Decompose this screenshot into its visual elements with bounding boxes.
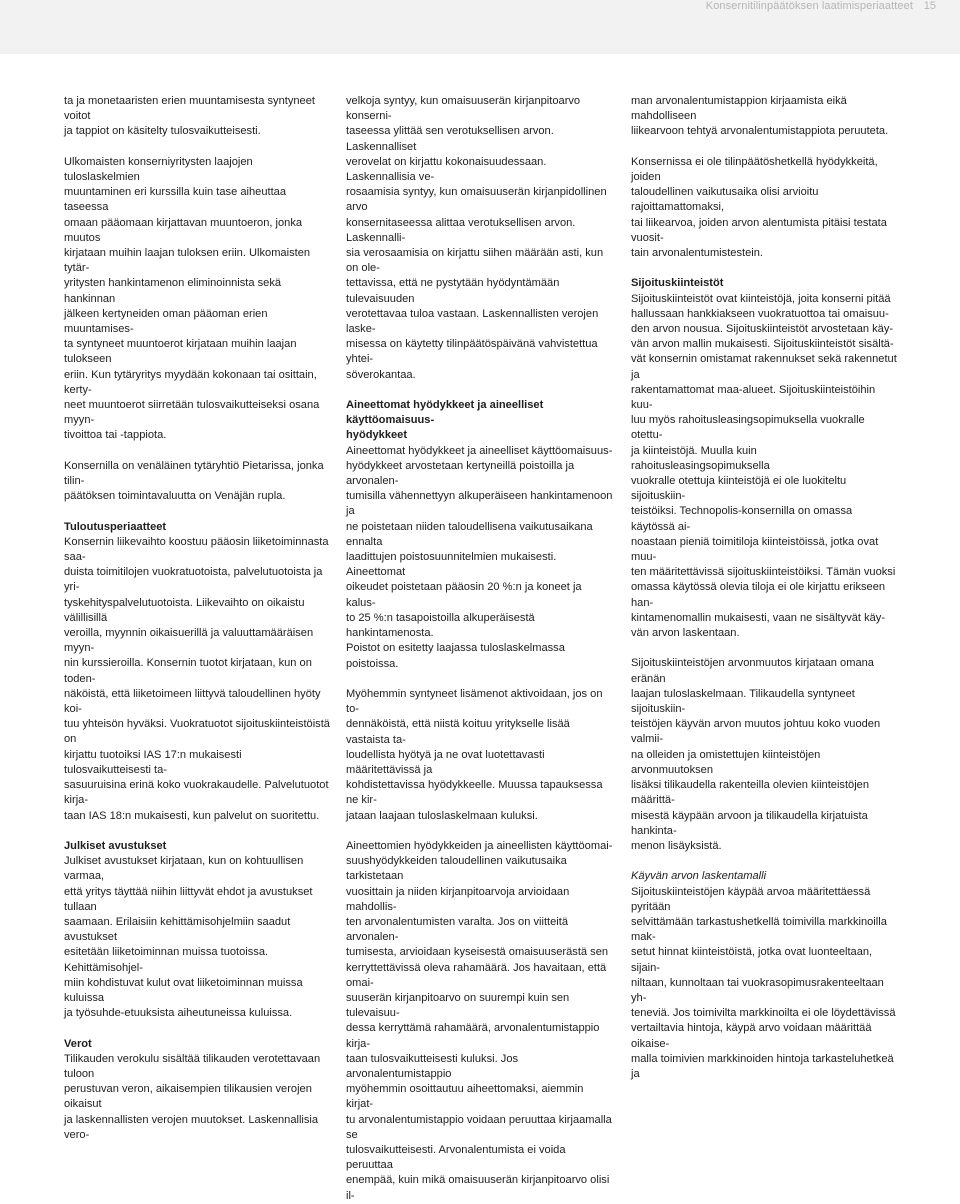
paragraph: Konsernissa ei ole tilinpäätöshetkellä hyödykkeitä, joiden taloudellinen vaikutusaika olisi arvioitu rajoittamattomaksi, tai liikearvoa, joiden arvon alentumista pitäisi testata vuosit- tain arvonalentumistestein. [631,155,887,260]
section-heading-sijoituskiinteistot: Sijoituskiinteistöt [631,277,724,290]
paragraph: Tilikauden verokulu sisältää tilikauden verotettavaan tuloon perustuvan veron, aikaisempien tilikausien verojen oikaisut ja laskennallisten verojen muutokset. Laskennallisia vero- [64,1052,321,1141]
section-heading-julkiset-avustukset: Julkiset avustukset [64,839,167,852]
text-column-3 [631,94,898,1082]
text-column-2 [346,94,613,1204]
paragraph: man arvonalentumistappion kirjaamista eikä mahdolliseen liikearvoon tehtyä arvonalentumistappiota peruuteta. [631,95,889,138]
paragraph: Myöhemmin syntyneet lisämenot aktivoidaan, jos on to- dennäköistä, että niistä koituu yritykselle lisää vastaista ta- loudellista hyötyä ja ne ovat luotettavasti määritettävissä ja kohdistettavissa hyödykkeelle. Muussa tapauksessa ne kir- jataan laajaan tuloslaskelmaan kuluksi. [346,687,603,822]
paragraph: Ulkomaisten konserniyritysten laajojen tuloslaskelmien muuntaminen eri kurssilla kuin tase aiheuttaa taseessa omaan pääomaan kirjattavan muuntoeron, jonka muutos kirjataan muihin laajan tuloksen eriin. Ulkomaisten tytär- yritysten hankintamenon eliminoinnista sekä hankinnan jälkeen kertyneiden oman pääoman erien muuntamises- ta syntyneet muuntoerot kirjataan muihin laajan tulokseen eriin. Kun tytäryritys myydään kokonaan tai osittain, kerty- neet muuntoerot siirretään tulosvaikutteiseksi osana myyn- tivoittoa tai -tappiota. [64,155,320,442]
header-band [0,0,960,54]
section-heading-tuloutusperiaatteet: Tuloutusperiaatteet [64,520,167,533]
section-heading-aineettomat-hyodykkeet: Aineettomat hyödykkeet ja aineelliset käyttöomaisuus- hyödykkeet [346,399,544,442]
page-number: 15 [923,0,936,12]
section-heading-verot: Verot [64,1037,92,1050]
paragraph: ta ja monetaaristen erien muuntamisesta syntyneet voitot ja tappiot on käsitelty tulosvaikutteisesti. [64,95,315,138]
paragraph: velkoja syntyy, kun omaisuuserän kirjanpitoarvo konserni- taseessa ylittää sen verotuksellisen arvon. Laskennalliset verovelat on kirjattu kokonaisuudessaan. Laskennallisia ve- rosaamisia syntyy, kun omaisuuserän kirjanpidollinen arvo konsernitaseessa alittaa verotuksellisen arvon. Laskennalli- sia verosaamisia on kirjattu siihen määrään asti, kun on ole- tettavissa, että ne pystytään hyödyntämään tulevaisuuden verotettavaa tuloa vastaan. Laskennallisten verojen laske- misessa on käytetty tilinpäätöspäivänä vahvistettua yhtei- söverokantaa. [346,95,607,381]
text-column-1 [64,94,331,1143]
paragraph: Sijoituskiinteistöt ovat kiinteistöjä, joita konserni pitää hallussaan hankkiakseen vuokratuottoa tai omaisuu- den arvon nousua. Sijoituskiinteistöt arvostetaan käy- vän arvon mallin mukaisesti. Sijoituskiinteistöt sisältä- vät konsernin omistamat rakennukset sekä rakennetut ja rakentamattomat maa-alueet. Sijoituskiinteistöihin kuu- luu myös rahoitusleasingsopimuksella vuokralle otettu- ja kiinteistöjä. Muulla kuin rahoitusleasingsopimuksella vuokralle otettuja kiinteistöjä ei ole luokiteltu sijoituskiin- teistöiksi. Technopolis-konsernilla on omassa käytössä ai- noastaan pieniä toimitiloja kiinteistöissä, jotka ovat muu- ten määritettävissä sijoituskiinteistöiksi. Tämän vuoksi omassa käytössä olevia tiloja ei ole kirjattu erikseen han- kintamenomallin mukaisesti, vaan ne sisältyvät käy- vän arvon laskentaan. [631,292,897,640]
paragraph: Konsernin liikevaihto koostuu pääosin liiketoiminnasta saa- duista toimitilojen vuokratuotoista, palvelutuotoista ja yri- tyskehityspalvelutuotoista. Liikevaihto on oikaistu välillisillä veroilla, myynnin oikaisuerillä ja valuuttamääräisen myyn- nin kurssieroilla. Konsernin tuotot kirjataan, kun on toden- näköistä, että liiketoimeen liittyvä taloudellinen hyöty koi- tuu yhteisön hyväksi. Vuokratuotot sijoituskiinteistöistä on kirjattu tuotoiksi IAS 17:n mukaisesti tulosvaikutteisesti ta- sasuuruisina erinä koko vuokrakaudelle. Palvelutuotot kirja- taan IAS 18:n mukaisesti, kun palvelut on suoritettu. [64,535,330,822]
paragraph: Sijoituskiinteistöjen arvonmuutos kirjataan omana eränän laajan tuloslaskelmaan. Tilikaudella syntyneet sijoituskiin- teistöjen käyvän arvon muutos johtuu koko vuoden valmii- na olleiden ja omistettujen kiinteistöjen arvonmuutoksen lisäksi tilikaudella rakenteilla olevien kiinteistöjen määrittä- misestä käypään arvoon ja tilikaudella kirjatuista hankinta- menon lisäyksistä. [631,657,881,852]
paragraph: Aineettomien hyödykkeiden ja aineellisten käyttöomai- suushyödykkeiden taloudellinen vaikutusaika tarkistetaan vuosittain ja niiden kirjanpitoarvoja arvioidaan mahdollis- ten arvonalentumisten varalta. Jos on viitteitä arvonalen- tumisesta, arvioidaan kyseisestä omaisuuserästä sen kerryttettävissä oleva rahamäärä. Jos havaitaan, että omai- suuserän kirjanpitoarvo on suurempi kuin sen tulevaisuu- dessa kerryttämä rahamäärä, arvonalentumistappio kirja- taan tulosvaikutteisesti kuluksi. Jos arvonalentumistappio myöhemmin osoittautuu aiheettomaksi, aiemmin kirjat- tu arvonalentumistappio voidaan peruuttaa kirjaamalla se tulosvaikutteisesti. Arvonalentumista ei voida peruuttaa enempää, kuin mikä omaisuuserän kirjanpitoarvo olisi il- [346,839,613,1202]
paragraph: Sijoituskiinteistöjen käypää arvoa määritettäessä pyritään selvittämään tarkastushetkellä toimivilla markkinoilla mak- setut hinnat kiinteistöistä, jotka ovat luonteeltaan, sijain- niltaan, kunnoltaan tai vuokrasopimusrakenteeltaan yh- teneviä. Jos toimivilta markkinoilta ei ole löydettävissä vertailtavia hintoja, käypä arvo voidaan määrittää oikaise- malla toimivien markkinoiden hintoja tarkasteluhetkeä ja [631,885,896,1080]
paragraph: Julkiset avustukset kirjataan, kun on kohtuullisen varmaa, että yritys täyttää niihin liittyvät ehdot ja avustukset tullaan saamaan. Erilaisiin kehittämisohjelmiin saadut avustukset esitetään liiketoiminnan muissa tuotoissa. Kehittämisohjel- miin kohdistuvat kulut ovat liiketoiminnan muissa kuluissa ja työsuhde-etuuksista aiheutuneissa kuluissa. [64,855,313,1020]
paragraph: Konsernilla on venäläinen tytäryhtiö Pietarissa, jonka tilin- päätöksen toimintavaluutta on Venäjän rupla. [64,459,324,503]
subheading-kayvan-arvon-laskentamalli: Käyvän arvon laskentamalli [631,870,767,883]
paragraph: Aineettomat hyödykkeet ja aineelliset käyttöomaisuus- hyödykkeet arvostetaan kertyneillä poistoilla ja arvonalen- tumisilla vähennettyyn alkuperäiseen hankintamenoon ja ne poistetaan niiden taloudellisena vaikutusaikana ennalta laadittujen poistosuunnitelmien mukaisesti. Aineettomat oikeudet poistetaan pääosin 20 %:n ja koneet ja kalus- to 25 %:n tasapoistoilla alkuperäisestä hankintamenosta. Poistot on esitetty laajassa tuloslaskelmassa poistoissa. [346,444,613,670]
page-header-title: Konsernitilinpäätöksen laatimisperiaatteet [705,0,913,12]
